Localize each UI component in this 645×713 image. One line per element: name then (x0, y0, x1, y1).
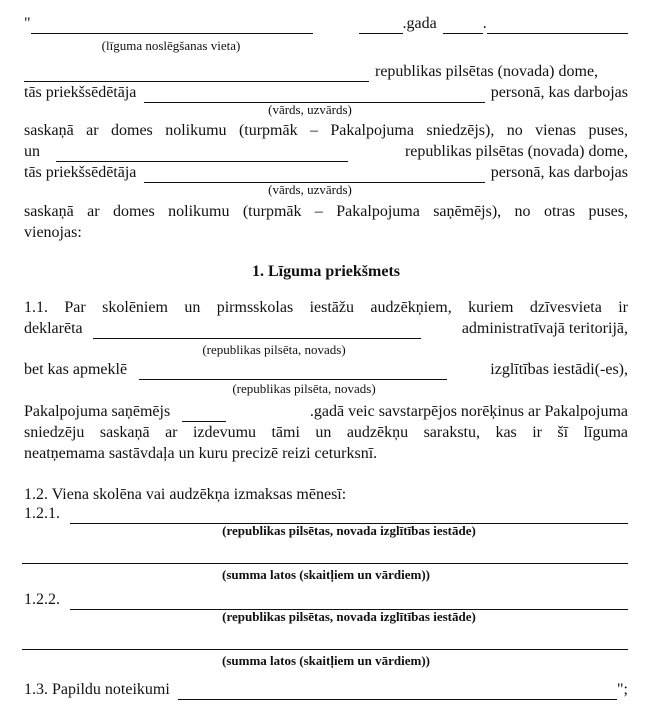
party2-chair-field[interactable] (144, 168, 484, 183)
s122-institution-caption: (republikas pilsētas, novada izglītības iestāde) (222, 609, 476, 624)
party1-chair-line (24, 83, 628, 103)
party2-name-caption: (vārds, uzvārds) (268, 182, 352, 197)
s122-label: 1.2.2. (24, 591, 60, 608)
party1-municipality-field[interactable] (24, 67, 369, 82)
party1-chair-prefix: tās priekšsēdētāja (24, 84, 137, 101)
s11-declared-prefix: deklarēta (24, 320, 83, 337)
s11-line6: neatņemama sastāvdaļa un kuru precizē reizi ceturksnī. (24, 445, 378, 462)
s13-additional-terms-field[interactable] (178, 685, 617, 700)
s11-line5: sniedzēju saskaņā ar izdevumu tāmi un audzēkņu sarakstu, kas ir šī līguma (24, 424, 628, 441)
s121-line (24, 504, 628, 524)
s11-attends-suffix: izglītības iestādi(-es), (490, 361, 628, 378)
s11-recipient-suffix: .gadā veic savstarpējos norēķinus ar Pakalpojuma (309, 403, 628, 420)
s13-label: 1.3. Papildu noteikumi (24, 681, 170, 698)
s11-attends-prefix: bet kas apmeklē (24, 361, 128, 378)
party1-name-caption: (vārds, uzvārds) (268, 102, 352, 117)
agreement-line: vienojas: (24, 224, 82, 241)
s11-declared-suffix: administratīvajā teritorijā, (461, 320, 628, 337)
party1-statute-line: saskaņā ar domes nolikumu (turpmāk – Pakalpojuma sniedzējs), no vienas puses, (24, 122, 628, 139)
s121-institution-field[interactable] (70, 509, 628, 524)
day-field[interactable] (443, 19, 483, 34)
s122-institution-field[interactable] (70, 595, 628, 610)
party1-chair-field[interactable] (144, 88, 484, 103)
s11-attended-municipality-field[interactable] (139, 365, 447, 380)
s11-city-caption-1: (republikas pilsēta, novads) (202, 342, 346, 357)
header-dot: . (482, 15, 487, 32)
s11-line3 (24, 360, 628, 380)
gada-label: .gada (402, 15, 437, 32)
header-line (24, 14, 628, 34)
party2-municipality-line (24, 142, 628, 162)
party2-chair-suffix: personā, kas darbojas (490, 164, 628, 181)
s121-sum-caption: (summa latos (skaitļiem un vārdiem)) (222, 567, 430, 582)
s12-title: 1.2. Viena skolēna vai audzēkņa izmaksas mēnesī: (24, 486, 347, 503)
s11-year-field[interactable] (182, 407, 226, 422)
s11-declared-territory-field[interactable] (93, 324, 421, 339)
section1-heading: 1. Līguma priekšmets (252, 263, 400, 280)
place-caption: (līguma noslēgšanas vieta) (101, 38, 241, 53)
s13-line (24, 680, 628, 700)
s11-line4 (24, 402, 628, 422)
s11-city-caption-2: (republikas pilsēta, novads) (232, 381, 376, 396)
place-field[interactable] (31, 19, 313, 34)
party1-chair-suffix: personā, kas darbojas (490, 84, 628, 101)
s122-line (24, 590, 628, 610)
s122-sum-field[interactable] (22, 649, 628, 650)
party2-chair-prefix: tās priekšsēdētāja (24, 164, 137, 181)
party2-municipality-field[interactable] (56, 147, 348, 162)
s11-recipient-prefix: Pakalpojuma saņēmējs (24, 403, 171, 420)
open-quote: " (24, 15, 31, 32)
party1-municipality-line (24, 62, 628, 82)
party2-municipality-suffix: republikas pilsētas (novada) dome, (404, 143, 628, 160)
party2-chair-line (24, 163, 628, 183)
s121-label: 1.2.1. (24, 505, 60, 522)
party1-municipality-suffix: republikas pilsētas (novada) dome, (375, 63, 599, 80)
s121-institution-caption: (republikas pilsētas, novada izglītības iestāde) (222, 523, 476, 538)
s13-closing: "; (617, 681, 628, 698)
year-field[interactable] (359, 19, 403, 34)
s121-sum-field[interactable] (22, 563, 628, 564)
month-field[interactable] (487, 19, 628, 34)
s11-line1: 1.1. Par skolēniem un pirmsskolas iestāžu audzēkņiem, kuriem dzīvesvieta ir (24, 299, 628, 316)
party2-statute-line: saskaņā ar domes nolikumu (turpmāk – Pakalpojuma saņēmējs), no otras puses, (24, 203, 628, 220)
party2-un-prefix: un (24, 143, 40, 160)
s122-sum-caption: (summa latos (skaitļiem un vārdiem)) (222, 653, 430, 668)
s11-line2 (24, 319, 628, 339)
